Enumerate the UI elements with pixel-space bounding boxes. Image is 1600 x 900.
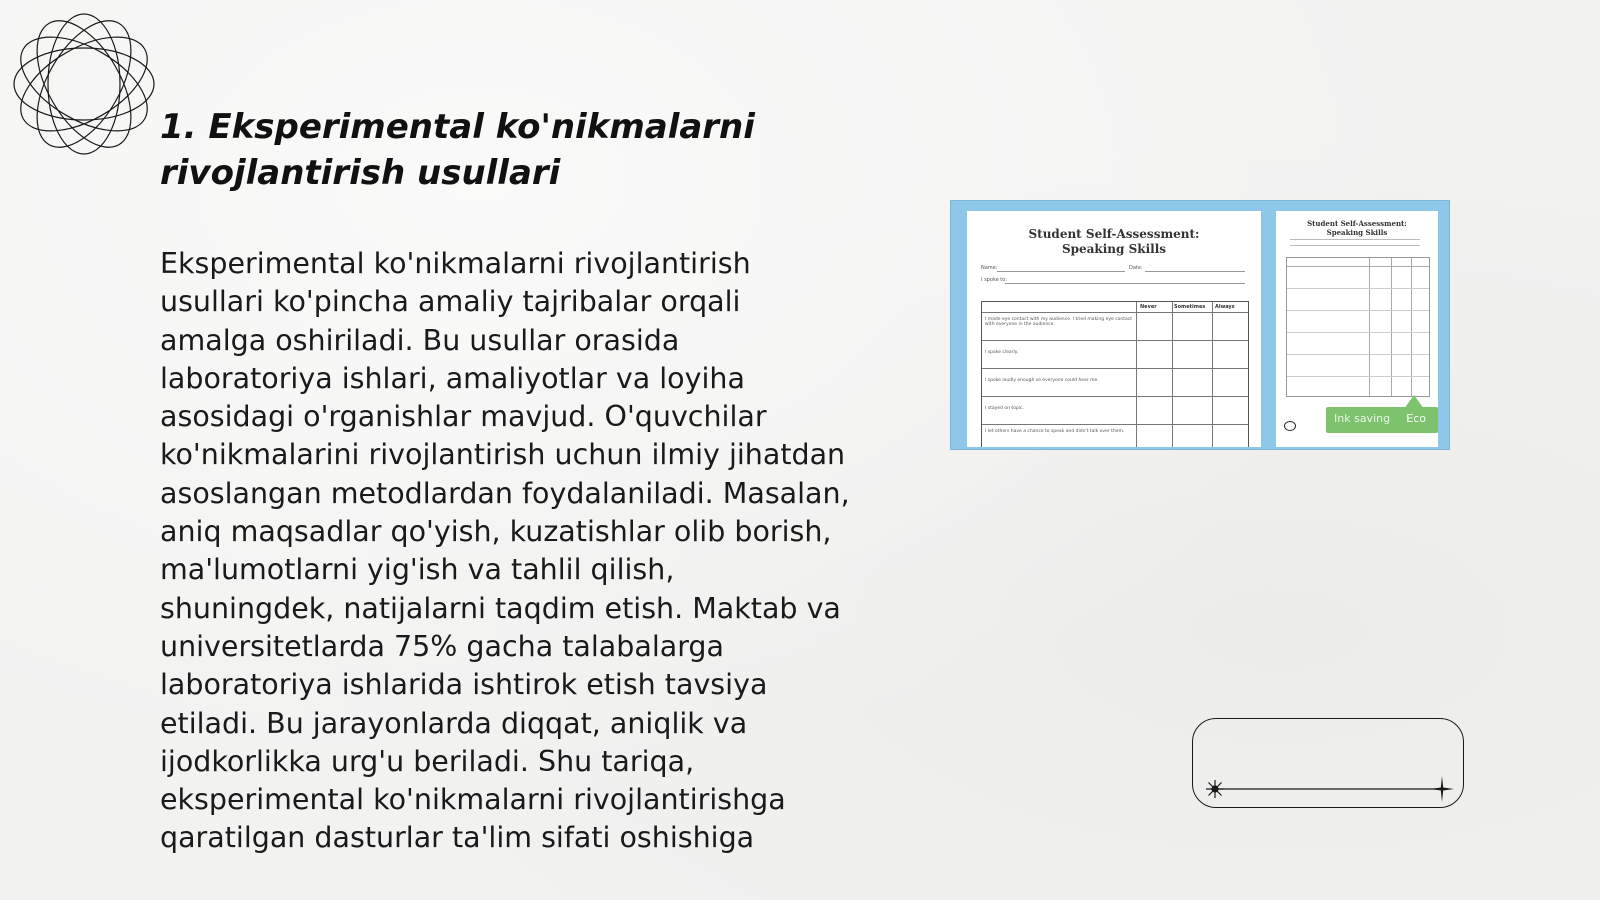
- timeline-line: [1193, 719, 1465, 809]
- table-header-always: Always: [1215, 304, 1235, 310]
- leaf-icon: [1404, 395, 1424, 409]
- table-row-divider: [982, 424, 1248, 425]
- worksheet-speaker-line: [1005, 283, 1245, 284]
- eco-logo-icon: [1284, 421, 1296, 431]
- table-header-never: Never: [1140, 304, 1157, 310]
- sparkle-icon: [1429, 775, 1455, 803]
- table-header-sometimes: Sometimes: [1174, 304, 1206, 310]
- eco-label: Eco: [1406, 412, 1426, 425]
- worksheet-main-page: [967, 211, 1261, 447]
- worksheet-small-line: [1290, 239, 1420, 240]
- worksheet-small-title-line1: Student Self-Assessment:: [1307, 219, 1407, 228]
- ink-saving-label: Ink saving: [1334, 412, 1391, 425]
- worksheet-small-title-line2: Speaking Skills: [1326, 228, 1388, 237]
- table-col-divider: [1212, 302, 1213, 447]
- worksheet-small-table: [1286, 257, 1430, 397]
- worksheet-small-line: [1290, 245, 1420, 246]
- worksheet-title-line1: Student Self-Assessment:: [1028, 227, 1200, 241]
- worksheet-title-line2: Speaking Skills: [1061, 242, 1167, 256]
- worksheet-small-title: [1276, 219, 1438, 237]
- table-row-divider: [982, 312, 1248, 313]
- table-row-divider: [1287, 376, 1429, 377]
- worksheet-preview-image: [950, 200, 1450, 450]
- worksheet-name-label: Name:: [981, 265, 998, 271]
- worksheet-speaker-label: I spoke to:: [981, 277, 1007, 283]
- table-row-divider: [1287, 332, 1429, 333]
- worksheet-table: [981, 301, 1249, 447]
- sun-icon: [1205, 779, 1225, 799]
- table-row-divider: [982, 368, 1248, 369]
- table-row-divider: [982, 396, 1248, 397]
- worksheet-title: [967, 227, 1261, 257]
- slide-title: 1. Eksperimental ko'nikmalarni rivojlantirish usullari: [160, 107, 755, 193]
- table-row-text: I spoke loudly enough so everyone could hear me.: [985, 378, 1099, 383]
- table-row-divider: [982, 340, 1248, 341]
- table-row-text: I spoke clearly.: [985, 350, 1019, 355]
- worksheet-name-line: [997, 271, 1125, 272]
- spirograph-ornament-icon: [10, 10, 158, 158]
- worksheet-date-line: [1145, 271, 1245, 272]
- table-col-divider: [1172, 302, 1173, 447]
- worksheet-date-label: Date:: [1129, 265, 1143, 271]
- table-row-text: I stayed on topic.: [985, 406, 1024, 411]
- table-row-divider: [1287, 266, 1429, 267]
- ink-saving-eco-badge: [1326, 407, 1438, 433]
- table-row-divider: [1287, 354, 1429, 355]
- decorative-timeline-box: [1192, 718, 1464, 808]
- table-row-divider: [1287, 288, 1429, 289]
- table-col-divider: [1136, 302, 1137, 447]
- table-row-text: I let others have a chance to speak and didn't talk over them.: [985, 429, 1125, 434]
- table-row-text: I made eye contact with my audience. I tried making eye contact with everyone in the audience.: [985, 317, 1133, 327]
- slide-body-text: Eksperimental ko'nikmalarni rivojlantirish usullari ko'pincha amaliy tajribalar orqali amalga oshiriladi. Bu usullar orasida laboratoriya ishlari, amaliyotlar va loyiha asosidagi o'rganishlar mavjud. O'quvchilar ko'nikmalarini rivojlantirish uchun ilmiy jihatdan asoslangan metodlardan foydalaniladi. Masalan, aniq maqsadlar qo'yish, kuzatishlar olib borish, ma'lumotlarni yig'ish va tahlil qilish, shuningdek, natijalarni taqdim etish. Maktab va universitetlarda 75% gacha talabalarga laboratoriya ishlarida ishtirok etish tavsiya etiladi. Bu jarayonlarda diqqat, aniqlik va ijodkorlikka urg'u beriladi. Shu tariqa, eksperimental ko'nikmalarni rivojlantirishga qaratilgan dasturlar ta'lim sifati oshishiga: [160, 247, 850, 855]
- table-row-divider: [1287, 310, 1429, 311]
